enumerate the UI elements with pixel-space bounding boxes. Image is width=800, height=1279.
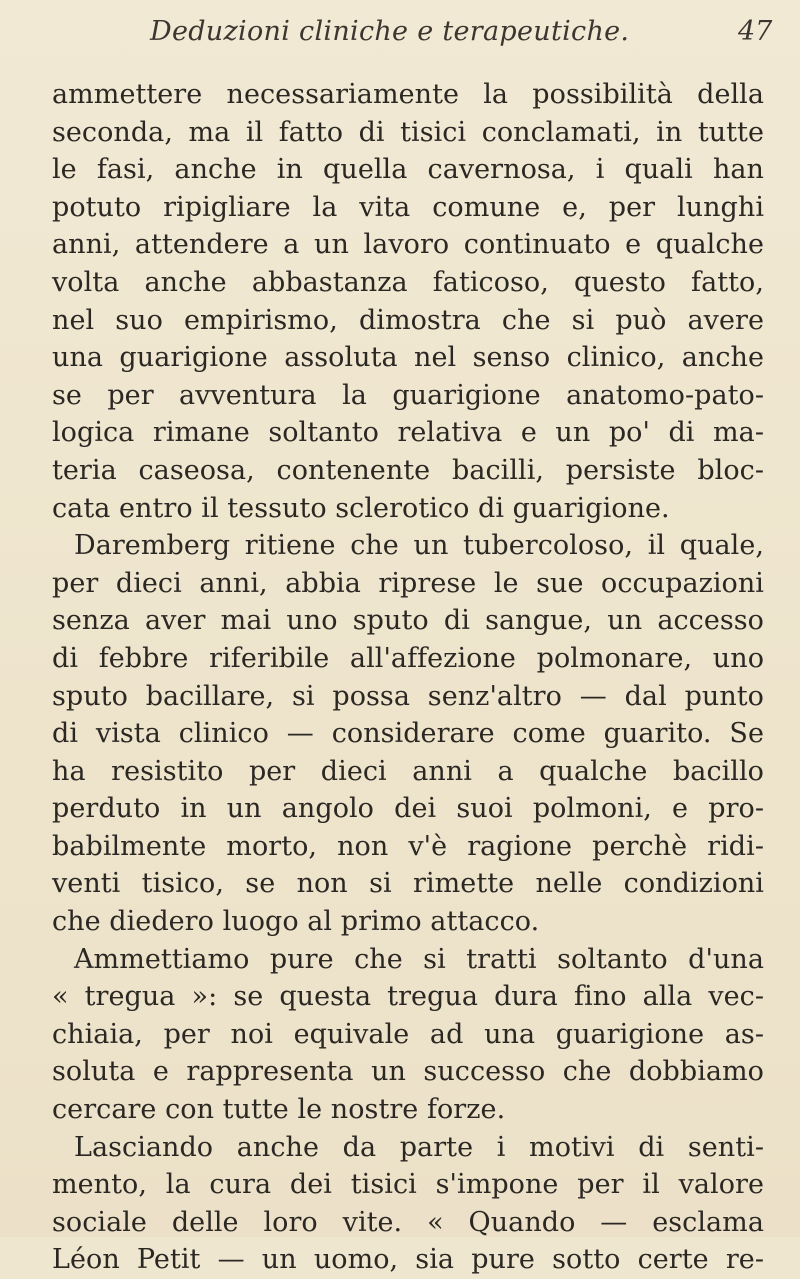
text-line: che diedero luogo al primo attacco. bbox=[52, 906, 540, 938]
text-line: senza aver mai uno sputo di sangue, un accesso bbox=[52, 605, 764, 637]
text-line: anni, attendere a un lavoro continuato e qualche bbox=[52, 229, 764, 261]
text-line: nel suo empirismo, dimostra che si può avere bbox=[52, 304, 764, 336]
text-line: babilmente morto, non v'è ragione perchè ridi- bbox=[52, 830, 764, 862]
text-line: soluta e rappresenta un successo che dobbiamo bbox=[52, 1056, 764, 1088]
text-line: chiaia, per noi equivale ad una guarigione as- bbox=[52, 1018, 764, 1050]
text-line: se per avventura la guarigione anatomo-pato- bbox=[52, 379, 764, 411]
text-line: sociale delle loro vite. « Quando — esclama bbox=[52, 1206, 764, 1238]
page-header bbox=[0, 8, 800, 48]
text-line: logica rimane soltanto relativa e un po' di ma- bbox=[52, 417, 764, 449]
text-line: « tregua »: se questa tregua dura fino alla vec- bbox=[52, 981, 764, 1013]
text-line: Daremberg ritiene che un tubercoloso, il quale, bbox=[74, 530, 764, 562]
text-line: Ammettiamo pure che si tratti soltanto d'una bbox=[74, 943, 764, 975]
text-line: mento, la cura dei tisici s'impone per il valore bbox=[52, 1169, 764, 1201]
text-line: venti tisico, se non si rimette nelle condizioni bbox=[52, 868, 764, 900]
text-line: volta anche abbastanza faticoso, questo fatto, bbox=[52, 266, 764, 298]
body-text bbox=[52, 76, 764, 1279]
text-line: cata entro il tessuto sclerotico di guarigione. bbox=[52, 492, 670, 524]
text-line: sputo bacillare, si possa senz'altro — dal punto bbox=[52, 680, 764, 712]
text-line: Léon Petit — un uomo, sia pure sotto certe re- bbox=[52, 1244, 764, 1276]
text-line: ha resistito per dieci anni a qualche bacillo bbox=[52, 755, 764, 787]
page-number: 47 bbox=[738, 16, 773, 47]
text-line: per dieci anni, abbia riprese le sue occupazioni bbox=[52, 567, 764, 599]
text-line: seconda, ma il fatto di tisici conclamati, in tutte bbox=[52, 116, 764, 148]
text-line: di vista clinico — considerare come guarito. Se bbox=[52, 718, 764, 750]
text-line: teria caseosa, contenente bacilli, persiste bloc- bbox=[52, 454, 764, 486]
text-line: una guarigione assoluta nel senso clinico, anche bbox=[52, 342, 764, 374]
running-title: Deduzioni cliniche e terapeutiche. bbox=[150, 16, 630, 47]
text-line: perduto in un angolo dei suoi polmoni, e pro- bbox=[52, 793, 764, 825]
text-line: cercare con tutte le nostre forze. bbox=[52, 1094, 506, 1126]
text-line: le fasi, anche in quella cavernosa, i quali han bbox=[52, 154, 764, 186]
text-line: Lasciando anche da parte i motivi di senti- bbox=[74, 1131, 764, 1163]
text-line: di febbre riferibile all'affezione polmonare, uno bbox=[52, 642, 764, 674]
text-line: ammettere necessariamente la possibilità della bbox=[52, 79, 764, 110]
text-line: potuto ripigliare la vita comune e, per lunghi bbox=[52, 191, 764, 223]
